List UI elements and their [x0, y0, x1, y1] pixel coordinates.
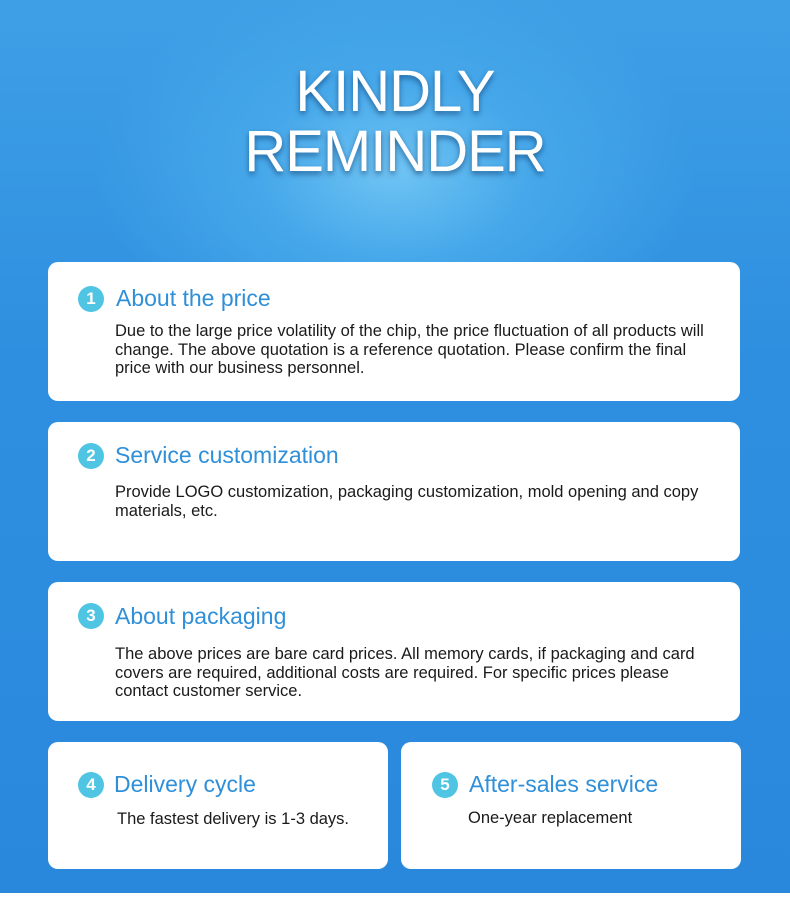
card-about-packaging: [48, 582, 740, 721]
title-line-1: KINDLY: [295, 59, 495, 124]
card-text: One-year replacement: [468, 809, 633, 827]
card-after-sales-service: [401, 742, 741, 869]
card-delivery-cycle: [48, 742, 388, 869]
page-title: [0, 59, 790, 184]
number-badge-4: 4: [78, 772, 104, 798]
card-heading: Delivery cycle: [114, 771, 256, 797]
card-heading: About the price: [116, 285, 271, 311]
card-heading: After-sales service: [469, 771, 659, 797]
card-text: Due to the large price volatility of the chip, the price fluctuation of all products will change. The above quotation is a reference quotation. Please confirm the final price with our business personnel.: [115, 322, 704, 377]
number-badge-2: 2: [78, 443, 104, 469]
number-badge-5: 5: [432, 772, 458, 798]
title-line-2: REMINDER: [244, 119, 546, 184]
card-heading: Service customization: [115, 442, 339, 468]
card-heading: About packaging: [115, 603, 287, 629]
card-text: Provide LOGO customization, packaging customization, mold opening and copy materials, etc.: [115, 483, 699, 520]
card-text: The fastest delivery is 1-3 days.: [117, 810, 350, 828]
number-badge-3: 3: [78, 603, 104, 629]
number-badge-1: 1: [78, 286, 104, 312]
card-text: The above prices are bare card prices. All memory cards, if packaging and card covers are required, additional costs are required. For specific prices please contact customer service.: [115, 645, 695, 700]
card-service-customization: [48, 422, 740, 561]
card-about-price: [48, 262, 740, 401]
